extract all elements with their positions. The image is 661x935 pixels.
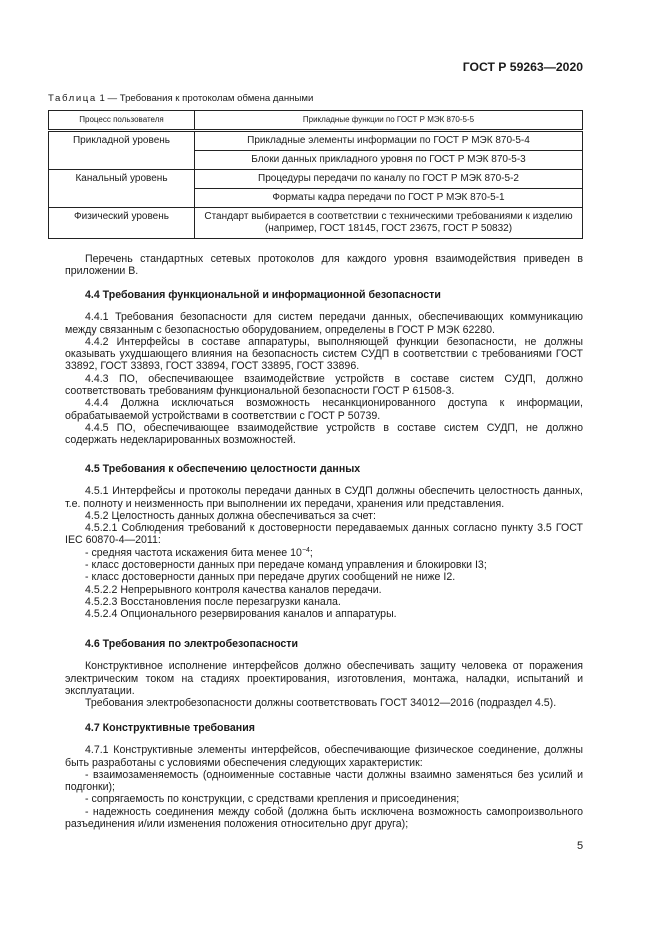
protocol-requirements-table [48,110,583,239]
list-item: - сопрягаемость по конструкции, с средствами крепления и присоединения; [85,793,460,806]
list-item: - класс достоверности данных при передаче других сообщений не ниже I2. [85,571,456,584]
paragraph: 4.4.5 ПО, обеспечивающее взаимодействие устройств в составе систем СУДП, не должно содержать недекларированных возможностей. [65,421,583,447]
paragraph: 4.5.2 Целостность данных должна обеспечиваться за счет: [85,509,376,522]
list-item: - средняя частота искажения бита менее $10^{-4}$; [85,546,313,559]
function-cell: Форматы кадра передачи по ГОСТ Р МЭК 870-5-1 [195,189,583,208]
paragraph: 4.5.1 Интерфейсы и протоколы передачи данных в СУДП должны обеспечить целостность данных, т.е. полноту и неизменность при выполнении их передачи, хранения или представления. [65,485,583,510]
section-heading: 4.7 Конструктивные требования [85,722,255,734]
paragraph: 4.4.1 Требования безопасности для систем передачи данных, обеспечивающих коммуникацию между связанным с безопасностью оборудованием, определены в ГОСТ Р МЭК 62280. [65,311,583,336]
column-header: Процесс пользователя [49,111,195,131]
paragraph: 4.5.2.3 Восстановления после перезагрузки канала. [85,595,341,608]
section-4-4 [65,289,583,447]
paragraph: 4.4.3 ПО, обеспечивающее взаимодействие устройств в составе систем СУДП, должно соответствовать требованиям функциональной безопасности ГОСТ Р 61508-3. [65,372,583,398]
function-cell: Блоки данных прикладного уровня по ГОСТ Р МЭК 870-5-3 [195,151,583,170]
section-heading: 4.6 Требования по электробезопасности [85,638,299,650]
paragraph: Конструктивное исполнение интерфейсов должно обеспечивать защиту человека от поражения электрическим током на стадиях проектирования, изготовления, монтажа, наладки, испытаний и эксплуатации. [65,660,583,697]
list-item: - класс достоверности данных при передаче команд управления и блокировки I3; [85,559,487,572]
column-header: Прикладные функции по ГОСТ Р МЭК 870-5-5 [195,111,583,131]
paragraph: 4.5.2.1 Соблюдения требований к достоверности передаваемых данных согласно пункту 3.5 ГОСТ IEC 60870-4—2011: [65,522,583,547]
list-item: - взаимозаменяемость (одноименные составные части должны взаимно заменяться без усилий и подгонки); [65,768,583,794]
section-heading: 4.4 Требования функциональной и информационной безопасности [85,289,441,301]
section-4-5 [65,463,583,621]
table-header-row [49,111,583,131]
table-row [49,170,583,189]
paragraph: 4.5.2.2 Непрерывного контроля качества каналов передачи. [85,583,382,596]
paragraph: 4.7.1 Конструктивные элементы интерфейсов, обеспечивающие физическое соединение, должны быть разработаны с условиями обеспечения следующих характеристик: [65,744,583,769]
table-row [49,208,583,239]
paragraph: Требования электробезопасности должны соответствовать ГОСТ 34012—2016 (подраздел 4.5). [85,697,557,710]
section-heading: 4.5 Требования к обеспечению целостности данных [85,463,361,475]
function-cell: Стандарт выбирается в соответствии с техническими требованиями к изделию (например, ГОСТ 18145, ГОСТ 23675, ГОСТ Р 50832) [195,208,583,239]
paragraph: 4.4.2 Интерфейсы в составе аппаратуры, выполняющей функции безопасности, не должны оказывать ухудшающего влияния на безопасность систем СУДП в соответствии с требованиями ГОСТ 33892, ГОСТ 33893, ГОСТ 33894, ГОСТ 33895, ГОСТ 33896. [65,335,583,373]
function-cell: Прикладные элементы информации по ГОСТ Р МЭК 870-5-4 [195,131,583,151]
table-caption: Таблица 1 — Требования к протоколам обмена данными [48,93,314,104]
list-item: - надежность соединения между собой (должна быть исключена возможность самопроизвольного разъединения и/или изменения положения относительно друг друга); [65,805,583,831]
section-4-6 [65,638,583,709]
section-4-7 [65,722,583,830]
paragraph: 4.4.4 Должна исключаться возможность несанкционированного доступа к информации, обрабатываемой устройствами в соответствии с ГОСТ Р 50739. [65,397,583,422]
paragraph: 4.5.2.4 Опционального резервирования каналов и аппаратуры. [85,608,397,621]
level-cell: Физический уровень [49,208,195,239]
page-number: 5 [577,840,584,852]
level-cell: Прикладной уровень [49,131,195,170]
table-row [49,131,583,151]
function-cell: Процедуры передачи по каналу по ГОСТ Р МЭК 870-5-2 [195,170,583,189]
intro-paragraph: Перечень стандартных сетевых протоколов для каждого уровня взаимодействия приведен в приложении В. [65,253,583,278]
level-cell: Канальный уровень [49,170,195,208]
document-code: ГОСТ Р 59263—2020 [462,60,583,74]
